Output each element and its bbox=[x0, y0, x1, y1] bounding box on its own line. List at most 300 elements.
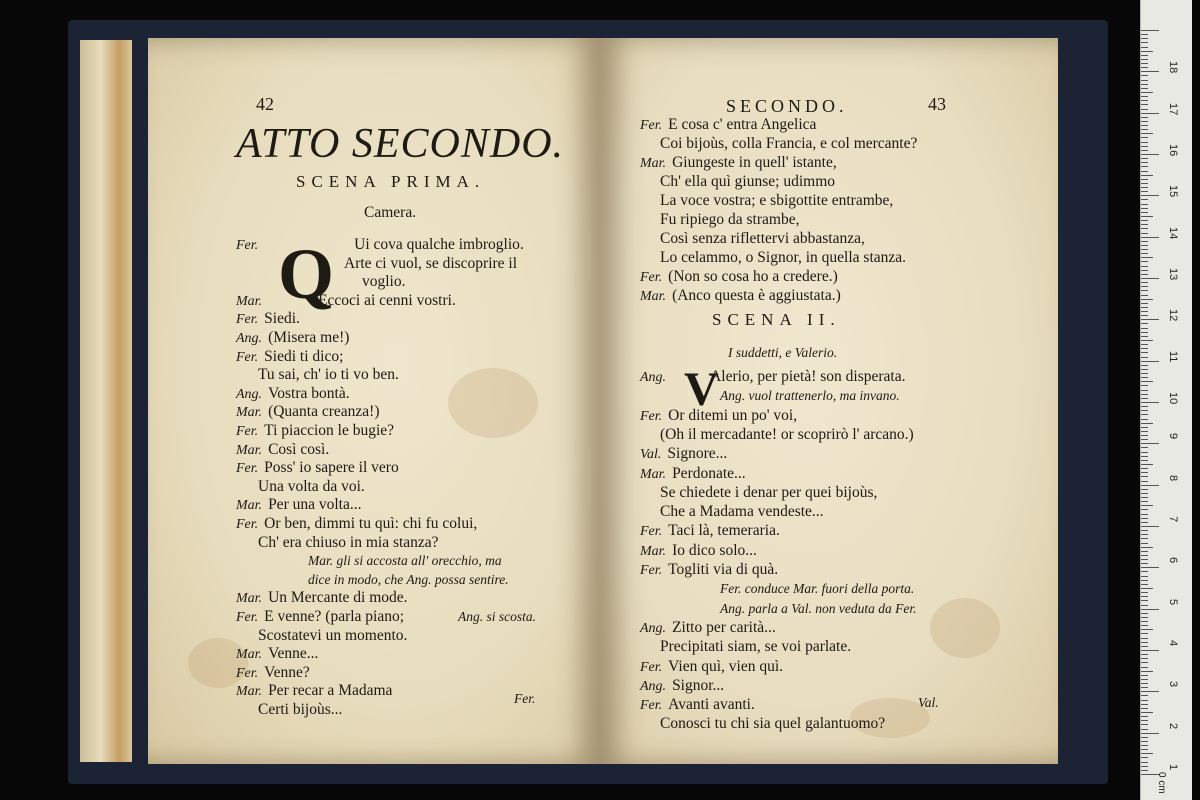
dialogue-line bbox=[660, 426, 914, 444]
speaker-name: Fer. bbox=[640, 563, 663, 578]
dialogue-line bbox=[640, 407, 797, 426]
dialogue-line bbox=[236, 515, 477, 534]
ruler-tick bbox=[1141, 208, 1148, 209]
ruler-tick bbox=[1141, 720, 1148, 721]
stage-text: Fer. conduce Mar. fuori della porta. bbox=[720, 581, 915, 597]
ruler-tick bbox=[1141, 166, 1148, 167]
speaker-name: Val. bbox=[640, 447, 662, 463]
ruler-tick bbox=[1141, 406, 1148, 407]
speaker-name: Mar. bbox=[640, 156, 667, 171]
ruler-tick bbox=[1141, 59, 1148, 60]
ruler-tick bbox=[1141, 307, 1148, 308]
line-text: Or ben, dimmi tu quì: chi fu colui, bbox=[264, 515, 478, 532]
ruler-tick bbox=[1141, 538, 1148, 539]
ruler-tick bbox=[1141, 431, 1148, 432]
ruler-tick bbox=[1141, 753, 1153, 754]
ruler-tick bbox=[1141, 150, 1148, 151]
dialogue-line bbox=[640, 619, 776, 638]
ruler-tick bbox=[1141, 481, 1148, 482]
ruler-tick bbox=[1141, 522, 1148, 523]
ruler-tick bbox=[1141, 233, 1148, 234]
dialogue-line bbox=[640, 677, 724, 696]
line-text: Che a Madama vendeste... bbox=[660, 503, 824, 521]
ruler-tick bbox=[1141, 563, 1148, 564]
speaker-name: Fer. bbox=[236, 517, 259, 532]
line-text: (Misera me!) bbox=[268, 329, 350, 346]
ruler-tick bbox=[1141, 344, 1148, 345]
dialogue-line bbox=[258, 534, 439, 552]
page-number: 42 bbox=[256, 94, 274, 114]
speaker-name: Mar. bbox=[236, 647, 263, 663]
ruler-tick bbox=[1141, 88, 1148, 89]
line-text: E cosa c' entra Angelica bbox=[668, 116, 817, 133]
ruler-tick bbox=[1141, 509, 1148, 510]
ruler-tick bbox=[1141, 220, 1148, 221]
ruler-tick bbox=[1141, 47, 1148, 48]
line-text: Ti piaccion le bugie? bbox=[264, 422, 395, 439]
scene-title: SCENA PRIMA. bbox=[296, 172, 486, 191]
ruler-tick bbox=[1141, 381, 1153, 382]
ruler-tick bbox=[1141, 121, 1148, 122]
ruler-tick bbox=[1141, 667, 1148, 668]
stage-text: Mar. gli si accosta all' orecchio, ma bbox=[308, 553, 502, 569]
stage-text: Ang. parla a Val. non veduta da Fer. bbox=[720, 600, 917, 616]
dialogue-line bbox=[258, 478, 365, 496]
ruler-tick bbox=[1141, 452, 1148, 453]
ruler-tick bbox=[1141, 414, 1148, 415]
drop-cap: V bbox=[684, 363, 719, 416]
catchword: Val. bbox=[918, 695, 939, 710]
act-title: ATTO SECONDO. bbox=[236, 121, 565, 167]
ruler-tick bbox=[1141, 286, 1148, 287]
ruler-tick bbox=[1141, 137, 1148, 138]
ruler-number: 1 bbox=[1167, 764, 1179, 771]
ruler-number: 8 bbox=[1167, 474, 1179, 481]
dialogue-line bbox=[640, 287, 841, 306]
speaker-name: Mar. bbox=[640, 543, 667, 559]
speaker-name: Mar. bbox=[236, 498, 263, 514]
ruler-tick bbox=[1141, 373, 1148, 374]
dialogue-line bbox=[660, 715, 885, 733]
line-text: Or ditemi un po' voi, bbox=[668, 406, 798, 424]
ruler-tick bbox=[1141, 530, 1148, 531]
dialogue-line bbox=[640, 658, 783, 677]
ruler-tick bbox=[1141, 737, 1148, 738]
dialogue-line bbox=[236, 459, 399, 478]
ruler-tick bbox=[1141, 249, 1148, 250]
ruler-tick bbox=[1141, 80, 1148, 81]
ruler-tick bbox=[1141, 34, 1148, 35]
line-text: Se chiedete i denar per quei bijoùs, bbox=[660, 483, 878, 501]
ruler-tick bbox=[1141, 671, 1153, 672]
ruler-tick bbox=[1141, 67, 1148, 68]
ruler-tick bbox=[1141, 679, 1148, 680]
ruler-tick bbox=[1141, 514, 1148, 515]
line-text: Arte ci vuol, se discoprire il bbox=[344, 254, 518, 272]
ruler-tick bbox=[1141, 38, 1148, 39]
ruler-number: 5 bbox=[1167, 598, 1179, 605]
ruler-tick bbox=[1141, 96, 1148, 97]
ruler-tick bbox=[1141, 472, 1148, 473]
ruler-tick bbox=[1141, 447, 1148, 448]
ruler-tick bbox=[1141, 75, 1148, 76]
speaker-name: Ang. bbox=[640, 678, 667, 694]
stage-direction bbox=[720, 580, 914, 598]
ruler-tick bbox=[1141, 113, 1159, 114]
ruler-tick bbox=[1141, 303, 1148, 304]
ruler-tick bbox=[1141, 125, 1148, 126]
line-text: Un Mercante di mode. bbox=[268, 589, 408, 607]
dialogue-line bbox=[660, 503, 824, 521]
ruler-tick bbox=[1141, 770, 1148, 771]
ruler-tick bbox=[1141, 724, 1148, 725]
ruler-tick bbox=[1141, 191, 1148, 192]
ruler-tick bbox=[1141, 195, 1159, 196]
ruler-tick bbox=[1141, 63, 1148, 64]
stage-direction bbox=[308, 552, 502, 570]
ruler-tick bbox=[1141, 162, 1148, 163]
speaker-name: Fer. bbox=[236, 424, 259, 439]
dialogue-line bbox=[236, 645, 318, 664]
ruler-tick bbox=[1141, 687, 1148, 688]
ruler-tick bbox=[1141, 762, 1148, 763]
ruler-tick bbox=[1141, 716, 1148, 717]
line-text: Signor... bbox=[672, 676, 725, 694]
measuring-ruler bbox=[1140, 0, 1192, 800]
line-text: Siedi ti dico; bbox=[264, 347, 344, 365]
scene-title: SCENA II. bbox=[712, 310, 841, 329]
line-text: Fu ripiego da strambe, bbox=[660, 211, 800, 228]
scene-setting: Camera. bbox=[364, 204, 417, 221]
ruler-tick bbox=[1141, 133, 1153, 134]
ruler-tick bbox=[1141, 613, 1148, 614]
stage-text: dice in modo, che Ang. possa sentire. bbox=[308, 571, 509, 587]
speaker-name: Ang. bbox=[236, 331, 263, 346]
line-text: Certi bijoùs... bbox=[258, 701, 343, 718]
dialogue-line bbox=[258, 701, 342, 719]
ruler-unit-label: 0 cm bbox=[1156, 772, 1167, 794]
line-text: Perdonate... bbox=[672, 464, 746, 482]
ruler-tick bbox=[1141, 439, 1148, 440]
line-text: Taci là, temeraria. bbox=[668, 522, 780, 540]
dialogue-line bbox=[660, 192, 893, 210]
ruler-number: 15 bbox=[1167, 185, 1179, 198]
ruler-tick bbox=[1141, 518, 1148, 519]
line-text: Coi bijoùs, colla Francia, e col mercante? bbox=[660, 135, 918, 152]
dialogue-line bbox=[640, 465, 746, 484]
ruler-tick bbox=[1141, 42, 1148, 43]
dialogue-line bbox=[660, 173, 835, 191]
dialogue-line bbox=[640, 561, 778, 580]
line-text: Conosci tu chi sia quel galantuomo? bbox=[660, 715, 886, 733]
ruler-tick bbox=[1141, 766, 1148, 767]
dialogue-line bbox=[236, 664, 310, 683]
speaker-name: Fer. bbox=[640, 698, 663, 714]
running-head: SECONDO. bbox=[726, 96, 848, 116]
ruler-tick bbox=[1141, 534, 1148, 535]
ruler-tick bbox=[1141, 55, 1148, 56]
ruler-tick bbox=[1141, 419, 1148, 420]
ruler-tick bbox=[1141, 501, 1148, 502]
speaker-name: Fer. bbox=[640, 524, 663, 540]
line-text: Eccoci ai cenni vostri. bbox=[318, 291, 456, 309]
line-text: Tu sai, ch' io ti vo ben. bbox=[258, 366, 399, 384]
line-text: Giungeste in quell' istante, bbox=[672, 154, 837, 171]
ruler-tick bbox=[1141, 617, 1148, 618]
ruler-tick bbox=[1141, 352, 1148, 353]
ruler-number: 16 bbox=[1167, 144, 1179, 157]
dialogue-line bbox=[362, 273, 406, 291]
dialogue-line bbox=[660, 484, 877, 502]
ruler-tick bbox=[1141, 183, 1148, 184]
ruler-number: 6 bbox=[1167, 557, 1179, 564]
speaker-name: Fer. bbox=[640, 659, 663, 675]
line-text: Siedi. bbox=[264, 310, 300, 328]
ruler-tick bbox=[1141, 435, 1148, 436]
line-text: Signore... bbox=[667, 445, 728, 463]
ruler-tick bbox=[1141, 204, 1148, 205]
ruler-tick bbox=[1141, 580, 1148, 581]
ruler-tick bbox=[1141, 357, 1148, 358]
drop-cap: Q bbox=[278, 234, 335, 314]
ruler-tick bbox=[1141, 526, 1159, 527]
speaker-name: Fer. bbox=[640, 118, 663, 133]
line-text: E venne? (parla piano; bbox=[264, 608, 405, 625]
ruler-tick bbox=[1141, 576, 1148, 577]
dialogue-line bbox=[236, 236, 524, 255]
ruler-tick bbox=[1141, 733, 1159, 734]
dialogue-line bbox=[258, 366, 399, 384]
speaker-name: Fer. bbox=[236, 610, 259, 625]
dialogue-line bbox=[236, 682, 392, 701]
line-text: (Non so cosa ho a credere.) bbox=[668, 268, 838, 285]
speaker-name: Mar. bbox=[236, 591, 263, 607]
ruler-tick bbox=[1141, 319, 1159, 320]
stage-direction bbox=[308, 571, 509, 589]
ruler-tick bbox=[1141, 596, 1148, 597]
ruler-tick bbox=[1141, 336, 1148, 337]
dialogue-line bbox=[640, 116, 816, 135]
ruler-tick bbox=[1141, 187, 1148, 188]
line-text: Poss' io sapere il vero bbox=[264, 459, 399, 477]
ruler-tick bbox=[1141, 224, 1148, 225]
speaker-name: Fer. bbox=[640, 408, 663, 424]
ruler-tick bbox=[1141, 695, 1148, 696]
ruler-tick bbox=[1141, 365, 1148, 366]
stage-direction: Ang. si scosta. bbox=[458, 609, 537, 624]
line-text: voglio. bbox=[362, 273, 406, 291]
speaker-name: Fer. bbox=[236, 238, 259, 253]
ruler-tick bbox=[1141, 71, 1159, 72]
ruler-tick bbox=[1141, 547, 1153, 548]
ruler-tick bbox=[1141, 274, 1148, 275]
dialogue-line bbox=[660, 638, 851, 656]
ruler-tick bbox=[1141, 154, 1159, 155]
ruler-tick bbox=[1141, 228, 1148, 229]
ruler-tick bbox=[1141, 92, 1153, 93]
ruler-number: 14 bbox=[1167, 226, 1179, 239]
line-text: Alerio, per pietà! son disperata. bbox=[710, 368, 906, 385]
catchword: Fer. bbox=[514, 691, 536, 706]
ruler-tick bbox=[1141, 261, 1148, 262]
ruler-tick bbox=[1141, 704, 1148, 705]
ruler-tick bbox=[1141, 605, 1148, 606]
text-block-edge bbox=[80, 40, 132, 762]
ruler-tick bbox=[1141, 270, 1148, 271]
ruler-tick bbox=[1141, 179, 1148, 180]
ruler-tick bbox=[1141, 253, 1148, 254]
speaker-name: Mar. bbox=[640, 466, 667, 482]
ruler-tick bbox=[1141, 625, 1148, 626]
ruler-tick bbox=[1141, 212, 1148, 213]
line-text: Ch' ella quì giunse; udimmo bbox=[660, 173, 836, 190]
ruler-tick bbox=[1141, 361, 1159, 362]
foxing-stain bbox=[930, 598, 1000, 658]
line-text: Togliti via di quà. bbox=[668, 561, 779, 578]
ruler-tick bbox=[1141, 700, 1148, 701]
dialogue-line bbox=[640, 445, 727, 464]
ruler-tick bbox=[1141, 629, 1153, 630]
ruler-tick bbox=[1141, 369, 1148, 370]
line-text: Per una volta... bbox=[268, 496, 362, 514]
ruler-tick bbox=[1141, 175, 1153, 176]
ruler-tick bbox=[1141, 171, 1148, 172]
ruler-number: 4 bbox=[1167, 640, 1179, 647]
ruler-tick bbox=[1141, 460, 1148, 461]
ruler-tick bbox=[1141, 658, 1148, 659]
line-text: Scostatevi un momento. bbox=[258, 626, 408, 644]
line-text: Ui cova qualche imbroglio. bbox=[354, 236, 524, 253]
ruler-tick bbox=[1141, 311, 1148, 312]
ruler-number: 2 bbox=[1167, 722, 1179, 729]
ruler-tick bbox=[1141, 443, 1159, 444]
speaker-name: Fer. bbox=[236, 312, 259, 328]
dialogue-line bbox=[258, 627, 407, 645]
speaker-name: Fer. bbox=[640, 270, 663, 285]
speaker-name: Mar. bbox=[236, 405, 263, 421]
ruler-tick bbox=[1141, 146, 1148, 147]
ruler-tick bbox=[1141, 729, 1148, 730]
ruler-tick bbox=[1141, 348, 1148, 349]
ruler-tick bbox=[1141, 109, 1148, 110]
line-text: Per recar a Madama bbox=[268, 682, 393, 700]
right-page bbox=[600, 38, 1058, 764]
ruler-tick bbox=[1141, 489, 1148, 490]
line-text: Avanti avanti. bbox=[668, 696, 755, 714]
ruler-tick bbox=[1141, 493, 1148, 494]
ruler-tick bbox=[1141, 385, 1148, 386]
foxing-stain bbox=[448, 368, 538, 438]
left-page bbox=[148, 38, 600, 764]
speaker-name: Mar. bbox=[236, 293, 263, 309]
ruler-tick bbox=[1141, 485, 1159, 486]
ruler-tick bbox=[1141, 30, 1159, 31]
ruler-tick bbox=[1141, 592, 1148, 593]
dialogue-line bbox=[236, 292, 456, 311]
speaker-name: Mar. bbox=[236, 442, 263, 458]
dialogue-line bbox=[236, 608, 404, 627]
line-text: Precipitati siam, se voi parlate. bbox=[660, 638, 852, 656]
scene-setting: I suddetti, e Valerio. bbox=[728, 345, 838, 360]
dialogue-line bbox=[236, 589, 408, 608]
ruler-tick bbox=[1141, 555, 1148, 556]
ruler-tick bbox=[1141, 642, 1148, 643]
speaker-name: Fer. bbox=[236, 665, 259, 681]
ruler-tick bbox=[1141, 662, 1148, 663]
ruler-tick bbox=[1141, 712, 1153, 713]
line-text: Così così. bbox=[268, 440, 330, 458]
dialogue-line bbox=[236, 422, 394, 441]
ruler-tick bbox=[1141, 323, 1148, 324]
ruler-number: 11 bbox=[1167, 350, 1179, 363]
ruler-tick bbox=[1141, 51, 1153, 52]
speaker-name: Ang. bbox=[640, 370, 667, 385]
line-text: Io dico solo... bbox=[672, 541, 757, 559]
line-text: Una volta da voi. bbox=[258, 477, 365, 495]
ruler-number: 9 bbox=[1167, 433, 1179, 440]
ruler-tick bbox=[1141, 497, 1148, 498]
ruler-tick bbox=[1141, 216, 1153, 217]
ruler-number: 12 bbox=[1167, 309, 1179, 322]
line-text: Lo celammo, o Signor, in quella stanza. bbox=[660, 249, 907, 266]
dialogue-line bbox=[640, 522, 780, 541]
ruler-tick bbox=[1141, 142, 1148, 143]
ruler-number: 13 bbox=[1167, 268, 1179, 281]
ruler-tick bbox=[1141, 654, 1148, 655]
dialogue-line bbox=[236, 441, 329, 460]
speaker-name: Ang. bbox=[236, 386, 263, 402]
ruler-tick bbox=[1141, 505, 1153, 506]
ruler-tick bbox=[1141, 402, 1159, 403]
ruler-tick bbox=[1141, 295, 1148, 296]
ruler-tick bbox=[1141, 199, 1148, 200]
dialogue-line bbox=[640, 268, 838, 287]
ruler-tick bbox=[1141, 741, 1148, 742]
ruler-tick bbox=[1141, 468, 1148, 469]
stage-direction bbox=[720, 387, 900, 405]
ruler-tick bbox=[1141, 241, 1148, 242]
dialogue-line bbox=[660, 135, 917, 153]
dialogue-line bbox=[236, 496, 361, 515]
dialogue-line bbox=[640, 542, 757, 561]
ruler-tick bbox=[1141, 600, 1148, 601]
line-text: La voce vostra; e sbigottite entrambe, bbox=[660, 192, 894, 209]
speaker-name: Mar. bbox=[236, 684, 263, 700]
ruler-tick bbox=[1141, 104, 1148, 105]
ruler-number: 7 bbox=[1167, 516, 1179, 523]
ruler-tick bbox=[1141, 299, 1153, 300]
ruler-tick bbox=[1141, 117, 1148, 118]
ruler-tick bbox=[1141, 377, 1148, 378]
ruler-tick bbox=[1141, 745, 1148, 746]
ruler-tick bbox=[1141, 621, 1148, 622]
speaker-name: Ang. bbox=[640, 620, 667, 636]
ruler-tick bbox=[1141, 551, 1148, 552]
line-text: Vostra bontà. bbox=[268, 384, 350, 402]
ruler-tick bbox=[1141, 390, 1148, 391]
page-number: 43 bbox=[928, 94, 946, 114]
ruler-tick bbox=[1141, 584, 1148, 585]
ruler-number: 17 bbox=[1167, 102, 1179, 115]
dialogue-line bbox=[640, 368, 905, 387]
line-text: (Oh il mercadante! or scoprirò l' arcano.) bbox=[660, 425, 914, 443]
line-text: Venne? bbox=[264, 663, 310, 681]
ruler-tick bbox=[1141, 100, 1148, 101]
dialogue-line bbox=[236, 385, 350, 404]
ruler-tick bbox=[1141, 423, 1153, 424]
ruler-tick bbox=[1141, 245, 1148, 246]
dialogue-line bbox=[660, 249, 906, 267]
